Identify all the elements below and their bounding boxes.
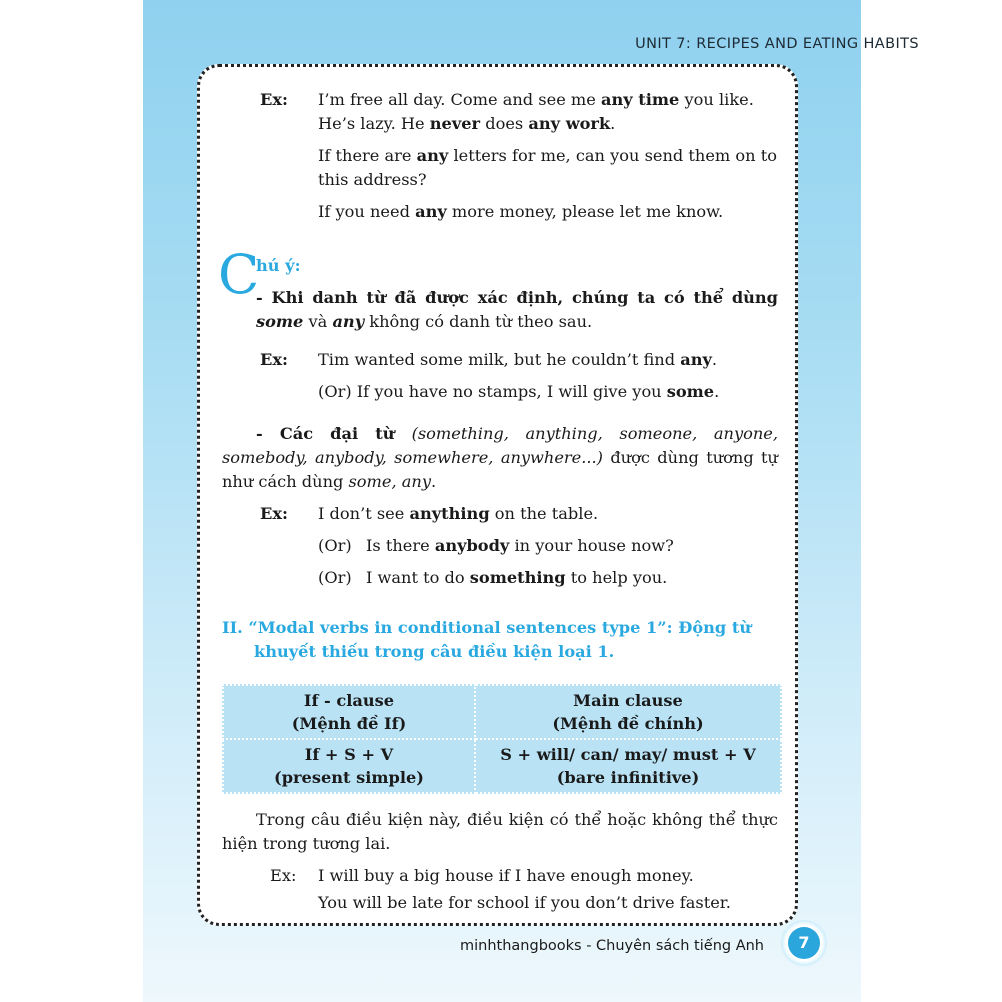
table-cell: Main clause (Mệnh đề chính)	[475, 685, 781, 739]
example-line: If there are any letters for me, can you send them on to this address?	[318, 146, 777, 189]
table-cell: S + will/ can/ may/ must + V (bare infinitive)	[475, 739, 781, 793]
table-row	[223, 685, 781, 739]
page-number-badge	[781, 920, 827, 966]
example-tag: Ex:	[260, 350, 288, 369]
example-tag: Ex:	[270, 866, 297, 885]
table-cell: If - clause (Mệnh đề If)	[223, 685, 475, 739]
example-line: (Or) If you have no stamps, I will give you some.	[318, 382, 720, 401]
note-heading-text: hú ý:	[256, 256, 301, 275]
example-line: I’m free all day. Come and see me any time you like. He’s lazy. He never does any work.	[318, 90, 754, 133]
example-line: (Or) I want to do something to help you.	[318, 568, 668, 587]
example-tag: Ex:	[260, 504, 288, 523]
pronouns-paragraph: - Các đại từ (something, anything, someone, anyone, somebody, anybody, somewhere, anywhere...) được dùng tương tự như cách dùng some, any.	[222, 424, 778, 491]
page-content	[218, 88, 778, 923]
note-text: - Khi danh từ đã được xác định, chúng ta có thể dùng some và any không có danh từ theo sau.	[256, 288, 778, 331]
example-line: I will buy a big house if I have enough money.	[318, 866, 694, 885]
page-number: 7	[788, 927, 820, 959]
table-cell: If + S + V (present simple)	[223, 739, 475, 793]
example-line: Tim wanted some milk, but he couldn’t find any.	[318, 350, 718, 369]
example-block-4	[222, 864, 778, 923]
note-drop-cap: C	[218, 243, 260, 306]
example-line: (Or) Is there anybody in your house now?	[318, 536, 674, 555]
example-tag: Ex:	[260, 90, 288, 109]
example-line: I don’t see anything on the table.	[318, 504, 599, 523]
example-block-2	[222, 348, 778, 412]
running-head: UNIT 7: RECIPES AND EATING HABITS	[635, 36, 919, 52]
example-block-3	[222, 502, 778, 598]
section-heading: II. “Modal verbs in conditional sentences type 1”: Động từ khuyết thiếu trong câu điều kiện loại 1.	[222, 618, 752, 661]
example-line: If you need any more money, please let me know.	[318, 202, 724, 221]
note-heading	[218, 243, 778, 306]
closing-paragraph: Trong câu điều kiện này, điều kiện có thể hoặc không thể thực hiện trong tương lai.	[222, 810, 778, 853]
footer-text: minhthangbooks - Chuyên sách tiếng Anh	[460, 938, 764, 954]
example-block-1	[222, 88, 778, 232]
conditional-table	[222, 684, 782, 794]
example-line: You will be late for school if you don’t drive faster.	[318, 893, 731, 912]
table-row	[223, 739, 781, 793]
